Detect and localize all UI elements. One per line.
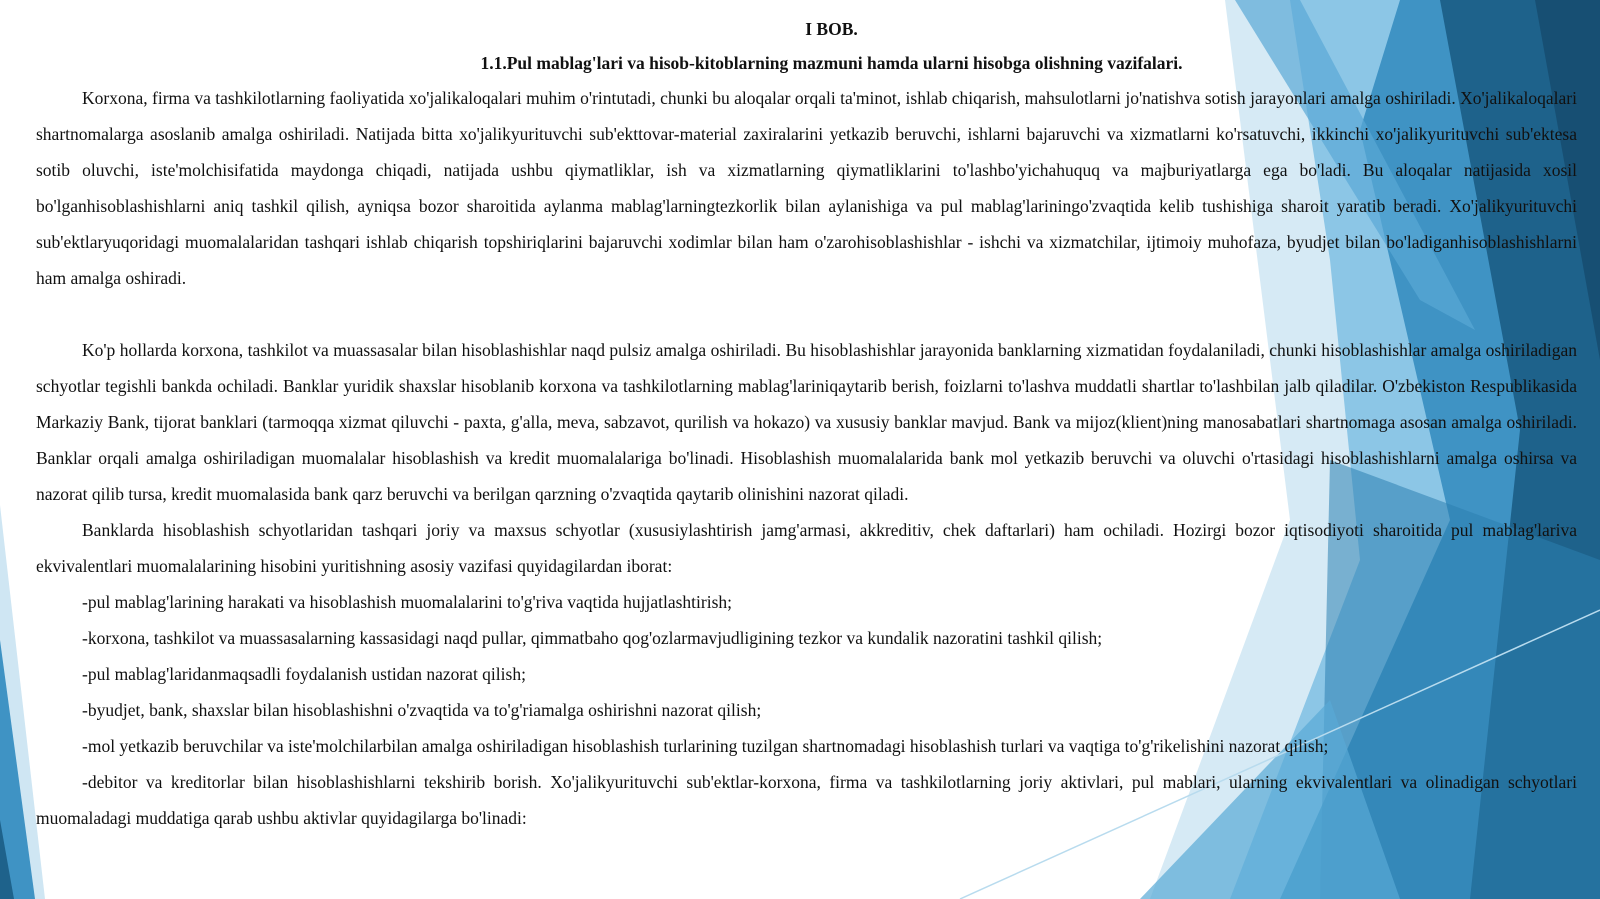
section-title: 1.1.Pul mablag'lari va hisob-kitoblarning mazmuni hamda ularni hisobga olishning vazifalari. [480, 53, 1183, 73]
paragraph-1: Korxona, firma va tashkilotlarning faoliyatida xo'jalikaloqalari muhim o'rintutadi, chunki bu aloqalar orqali ta'minot, ishlab chiqarish, mahsulotlarni jo'natishva sotish jarayonlari amalga oshiriladi. Xo'jalikaloqalari shartnomalarga asoslanib amalga oshiriladi. Natijada bitta xo'jalikyurituvchi sub'ekttovar-material zaxiralarini yetkazib beruvchi, ishlarni bajaruvchi va xizmatlarni ko'rsatuvchi, ikkinchi xo'jalikyurituvchi sub'ektesa sotib oluvchi, iste'molchisifatida maydonga chiqadi, natijada ushbu qiymatliklar, ish va xizmatlarning qiymatliklarini to'lashbo'yichahuquq va majburiyatlarga ega bo'ladi. Bu aloqalar natijasida xosil bo'lganhisoblashishlarni aniq tashkil qilish, ayniqsa bozor sharoitida aylanma mablag'larningtezkorlik bilan aylanishiga va pul mablag'lariningo'zvaqtida kelib tushishiga sharoit yaratib beradi. Xo'jalikyurituvchi sub'ektlaryuqoridagi muomalalaridan tashqari ishlab chiqarish topshiriqlarini bajaruvchi xodimlar bilan ham o'zarohisoblashishlar - ishchi va xizmatchilar, ijtimoiy muhofaza, byudjet bilan bo'ladiganhisoblashishlarni ham amalga oshiradi. [36, 88, 1577, 288]
paragraph-3: Banklarda hisoblashish schyotlaridan tashqari joriy va maxsus schyotlar (xususiylashtirish jamg'armasi, akkreditiv, chek daftarlari) ham ochiladi. Hozirgi bozor iqtisodiyoti sharoitida pul mablag'lariva ekvivalentlari muomalalarining hisobini yuritishning asosiy vazifasi quyidagilardan iborat: [36, 520, 1577, 576]
list-item: -mol yetkazib beruvchilar va iste'molchilarbilan amalga oshiriladigan hisoblashish turlarining tuzilgan shartnomadagi hisoblashish turlari va vaqtiga to'g'rikelishini nazorat qilish; [82, 736, 1329, 756]
list-item: -byudjet, bank, shaxslar bilan hisoblashishni o'zvaqtida va to'g'riamalga oshirishni nazorat qilish; [82, 700, 762, 720]
document-body [36, 12, 1577, 836]
paragraph-2: Ko'p hollarda korxona, tashkilot va muassasalar bilan hisoblashishlar naqd pulsiz amalga oshiriladi. Bu hisoblashishlar jarayonida banklarning xizmatidan foydalaniladi, chunki hisoblashishlar amalga oshiriladigan schyotlar tegishli bankda ochiladi. Banklar yuridik shaxslar hisoblanib korxona va tashkilotlarning mablag'lariniqaytarib berish, foizlarni to'lashva muddatli shartlar to'lashbilan jalb qiladilar. O'zbekiston Respublikasida Markaziy Bank, tijorat banklari (tarmoqqa xizmat qiluvchi - paxta, g'alla, meva, sabzavot, qurilish va hokazo) va xususiy banklar mavjud. Bank va mijoz(klient)ning manosabatlari shartnomaga asosan amalga oshiriladi. Banklar orqali amalga oshiriladigan muomalalar hisoblashish va kredit muomalalariga bo'linadi. Hisoblashish muomalalarida bank mol yetkazib beruvchi va oluvchi o'rtasidagi hisoblashishlarni amalga oshirsa va nazorat qilib tursa, kredit muomalasida bank qarz beruvchi va berilgan qarzning o'zvaqtida qaytarib olinishini nazorat qiladi. [36, 340, 1577, 504]
list-item: -pul mablag'laridanmaqsadli foydalanish ustidan nazorat qilish; [82, 664, 526, 684]
list-item: -korxona, tashkilot va muassasalarning kassasidagi naqd pullar, qimmatbaho qog'ozlarmavjudligining tezkor va kundalik nazoratini tashkil qilish; [82, 628, 1103, 648]
list-item: -debitor va kreditorlar bilan hisoblashishlarni tekshirib borish. Xo'jalikyurituvchi sub'ektlar-korxona, firma va tashkilotlarning joriy aktivlari, pul mablari, ularning ekvivalentlari va olinadigan schyotlari muomaladagi muddatiga qarab ushbu aktivlar quyidagilarga bo'linadi: [36, 772, 1577, 828]
paragraph-spacer [36, 296, 1577, 332]
chapter-title: I BOB. [805, 19, 858, 39]
list-item: -pul mablag'larining harakati va hisoblashish muomalalarini to'g'riva vaqtida hujjatlashtirish; [82, 592, 733, 612]
